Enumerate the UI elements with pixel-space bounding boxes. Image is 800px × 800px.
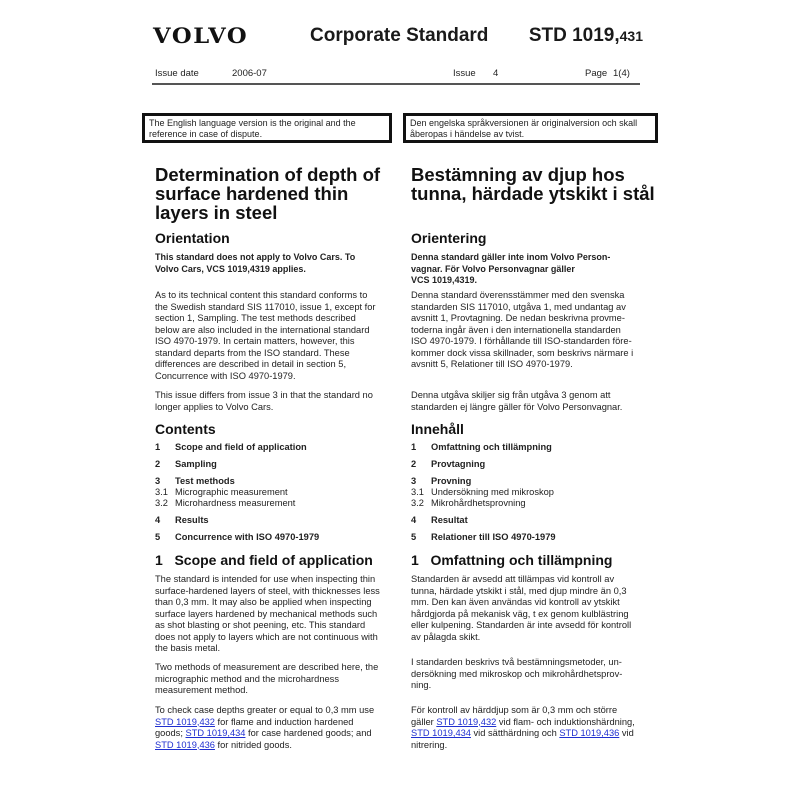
standard-number (529, 25, 643, 47)
text-fragment: vid flam- och induktionshärdning, (496, 716, 635, 727)
avsnitt-1-paragraph-3 (411, 705, 666, 751)
text-line: longer applies to Volvo Cars. (155, 401, 274, 412)
title-line: layers in steel (155, 202, 278, 223)
standard-number-suffix: 431 (619, 28, 643, 44)
toc-number: 3 (411, 476, 417, 486)
text-line (155, 717, 400, 729)
toc-item[interactable] (411, 459, 656, 470)
toc-label: Micrographic measurement (175, 487, 288, 497)
toc-number: 3.2 (155, 498, 168, 508)
toc-label: Omfattning och tillämpning (431, 442, 552, 452)
text-fragment: gäller (411, 716, 437, 727)
toc-item[interactable] (411, 476, 656, 487)
text-line: below are also included in the international standard (155, 324, 370, 335)
text-line: As to its technical content this standard conforms to (155, 290, 368, 300)
text-line: does not apply to layers which are not continuous with (155, 631, 378, 642)
text-line: the basis metal. (155, 643, 221, 653)
toc-number: 2 (411, 459, 417, 469)
text-line: För kontroll av härddjup som är 0,3 mm och större (411, 705, 618, 715)
text-line: avsnitt 5, Relationer till ISO 4970-1979. (411, 359, 573, 369)
toc-number: 3.2 (411, 498, 424, 508)
std-1019-434-link[interactable]: STD 1019,434 (185, 728, 246, 738)
toc-number: 1 (411, 442, 417, 452)
text-fragment: for flame and induction hardened (214, 716, 354, 727)
text-line: standard departs from the ISO standard. These (155, 347, 350, 358)
orientation-notice (155, 252, 400, 275)
text-line: avsnitt 1, Provtagning. De nedan beskrivna provme- (411, 313, 625, 323)
toc-label: Mikrohårdhetsprovning (431, 498, 526, 508)
toc-item[interactable] (155, 487, 400, 498)
innehall-table-of-contents (411, 442, 656, 543)
table-of-contents (155, 442, 400, 543)
text-line: To check case depths greater or equal to 0,3 mm use (155, 705, 375, 715)
issue-value: 4 (493, 68, 499, 79)
toc-number: 1 (155, 442, 161, 452)
text-line: standarden ej längre gäller för Volvo Personvagnar. (411, 401, 623, 412)
toc-item[interactable] (155, 459, 400, 470)
toc-number: 5 (155, 532, 161, 542)
orientation-paragraph-1 (155, 290, 400, 382)
text-line: This standard does not apply to Volvo Cars. To (155, 252, 356, 262)
standard-number-prefix: STD 1019, (528, 25, 620, 46)
text-line: Denna utgåva skiljer sig från utgåva 3 genom att (411, 390, 611, 400)
orientering-notice (411, 252, 656, 287)
text-line: This issue differs from issue 3 in that the standard no (155, 390, 373, 400)
toc-number: 2 (155, 459, 161, 469)
text-line: av pålagda skikt. (411, 631, 481, 642)
issue-date-label: Issue date (155, 68, 199, 79)
text-line: dersökning med mikroskop och mikrohårdhetsprov- (411, 668, 623, 679)
text-line: toderna ingår även i den internationella standarden (411, 324, 621, 335)
std-1019-436-link[interactable]: STD 1019,436 (155, 739, 215, 750)
document-title-swedish (411, 165, 671, 203)
orientation-paragraph-2 (155, 390, 400, 413)
toc-item[interactable] (155, 442, 400, 453)
text-line: the Swedish standard SIS 117010, issue 1, except for (155, 301, 376, 312)
avsnitt-1-paragraph-1 (411, 574, 656, 643)
text-line: I standarden beskrivs två bestämningsmetoder, un- (411, 657, 622, 667)
toc-label: Resultat (431, 515, 468, 525)
avsnitt-1-paragraph-2 (411, 657, 656, 692)
issue-label: Issue (453, 68, 476, 79)
document-type-title: Corporate Standard (310, 25, 489, 46)
text-line: Denna standard överensstämmer med den svenska (411, 290, 625, 300)
text-fragment: for case hardened goods; and (245, 728, 372, 738)
toc-item[interactable] (155, 515, 400, 526)
orientation-heading: Orientation (155, 230, 230, 246)
title-line: Determination of depth of (155, 164, 381, 185)
title-line: surface hardened thin (155, 183, 349, 204)
toc-label: Provning (431, 476, 472, 486)
text-fragment: vid (619, 728, 634, 738)
text-fragment: goods; (155, 728, 186, 738)
innehall-heading: Innehåll (411, 421, 464, 437)
section-1-paragraph-1 (155, 574, 400, 655)
text-line: ISO 4970-1979. I förhållande till ISO-standarden före- (411, 336, 632, 346)
text-fragment: for nitrided goods. (214, 739, 292, 750)
std-1019-432-link[interactable]: STD 1019,432 (155, 716, 215, 727)
toc-label: Relationer till ISO 4970-1979 (431, 532, 556, 542)
text-line: tunna, härdade ytskikt i stål, med djup mindre än 0,3 (411, 585, 627, 596)
text-line: section 1, Sampling. The test methods described (155, 313, 356, 323)
toc-label: Results (175, 515, 209, 525)
toc-number: 4 (411, 515, 417, 525)
text-line: differences are described in detail in section 5, (155, 359, 347, 369)
toc-item[interactable] (411, 487, 656, 498)
page-value: 1(4) (613, 68, 630, 79)
text-line: vagnar. För Volvo Personvagnar gäller (411, 263, 575, 274)
text-line: Denna standard gäller inte inom Volvo Person- (411, 252, 611, 262)
toc-number: 3.1 (411, 487, 424, 497)
language-notice-swedish: Den engelska språkversionen är originalversion och skall åberopas i händelse av tvist. (403, 113, 658, 143)
toc-item[interactable] (155, 532, 400, 543)
text-line: standarden SIS 117010, utgåva 1, med undantag av (411, 301, 626, 312)
section-1-paragraph-3 (155, 705, 400, 751)
text-line: kommer dock vissa skillnader, som beskrivs närmare i (411, 347, 634, 358)
text-line: The standard is intended for use when inspecting thin (155, 574, 376, 584)
toc-number: 5 (411, 532, 417, 542)
toc-label: Undersökning med mikroskop (431, 487, 554, 497)
issue-meta-row (155, 68, 633, 82)
text-line: measurement method. (155, 685, 249, 695)
toc-number: 3.1 (155, 487, 168, 497)
text-line: Volvo Cars, VCS 1019,4319 applies. (155, 263, 306, 274)
text-line: VCS 1019,4319. (411, 275, 478, 285)
std-1019-434-link[interactable]: STD 1019,434 (411, 728, 471, 738)
avsnitt-1-heading: 1 Omfattning och tillämpning (411, 552, 613, 568)
text-line: surface layers hardened by mechanical methods such (155, 608, 378, 619)
title-line: tunna, härdade ytskikt i stål (411, 183, 655, 204)
text-line: ISO 4970-1979. In certain matters, however, this (155, 336, 355, 346)
text-fragment: vid sätthärdning och (470, 728, 560, 738)
toc-item[interactable] (411, 442, 656, 453)
toc-item[interactable] (411, 532, 656, 543)
text-line (411, 728, 666, 740)
std-1019-436-link[interactable]: STD 1019,436 (559, 728, 620, 738)
text-line: Concurrence with ISO 4970-1979. (155, 370, 296, 381)
text-line: micrographic method and the microhardness (155, 673, 339, 684)
text-line: nitrering. (411, 739, 448, 750)
toc-item[interactable] (155, 476, 400, 487)
toc-item[interactable] (411, 515, 656, 526)
toc-item[interactable] (155, 498, 400, 509)
text-line (155, 728, 400, 740)
toc-label: Microhardness measurement (175, 498, 296, 508)
toc-label: Concurrence with ISO 4970-1979 (175, 532, 320, 542)
toc-item[interactable] (411, 498, 656, 509)
text-line (411, 717, 666, 729)
text-line: hårdgjorda på mekanisk väg, t ex genom kulblästring (411, 608, 629, 619)
std-1019-432-link[interactable]: STD 1019,432 (436, 716, 497, 727)
toc-label: Provtagning (431, 459, 486, 469)
section-1-paragraph-2 (155, 662, 400, 697)
orientering-paragraph-2 (411, 390, 656, 413)
text-line: surface-hardened layers of steel, with thicknesses less (155, 585, 380, 596)
toc-number: 3 (155, 476, 161, 486)
toc-label: Scope and field of application (175, 442, 307, 452)
page-label: Page (585, 68, 608, 79)
volvo-logo: VOLVO (153, 23, 249, 48)
title-line: Bestämning av djup hos (411, 164, 625, 185)
text-line: mm. Den kan även användas vid kontroll av ytskikt (411, 597, 620, 607)
issue-date-value: 2006-07 (232, 68, 267, 79)
language-notice-english: The English language version is the original and the reference in case of dispute. (142, 113, 392, 143)
toc-label: Sampling (175, 459, 217, 469)
text-line: Two methods of measurement are described here, the (155, 662, 379, 672)
text-line: than 0,3 mm. It may also be applied when inspecting (155, 597, 372, 607)
header-divider (152, 83, 640, 85)
toc-number: 4 (155, 515, 161, 525)
text-line: as shot blasting or shot peening, etc. This standard (155, 620, 366, 630)
text-line: ning. (411, 680, 432, 690)
section-1-heading: 1 Scope and field of application (155, 552, 373, 568)
contents-heading: Contents (155, 421, 216, 437)
text-line: Standarden är avsedd att tillämpas vid kontroll av (411, 574, 615, 584)
text-line: eller kulpening. Standarden är inte avsedd för kontroll (411, 620, 632, 630)
document-title-english (155, 165, 400, 222)
document-header (153, 22, 643, 50)
text-line (155, 740, 400, 752)
orientering-paragraph-1 (411, 290, 656, 371)
toc-label: Test methods (175, 476, 235, 486)
orientering-heading: Orientering (411, 230, 487, 246)
